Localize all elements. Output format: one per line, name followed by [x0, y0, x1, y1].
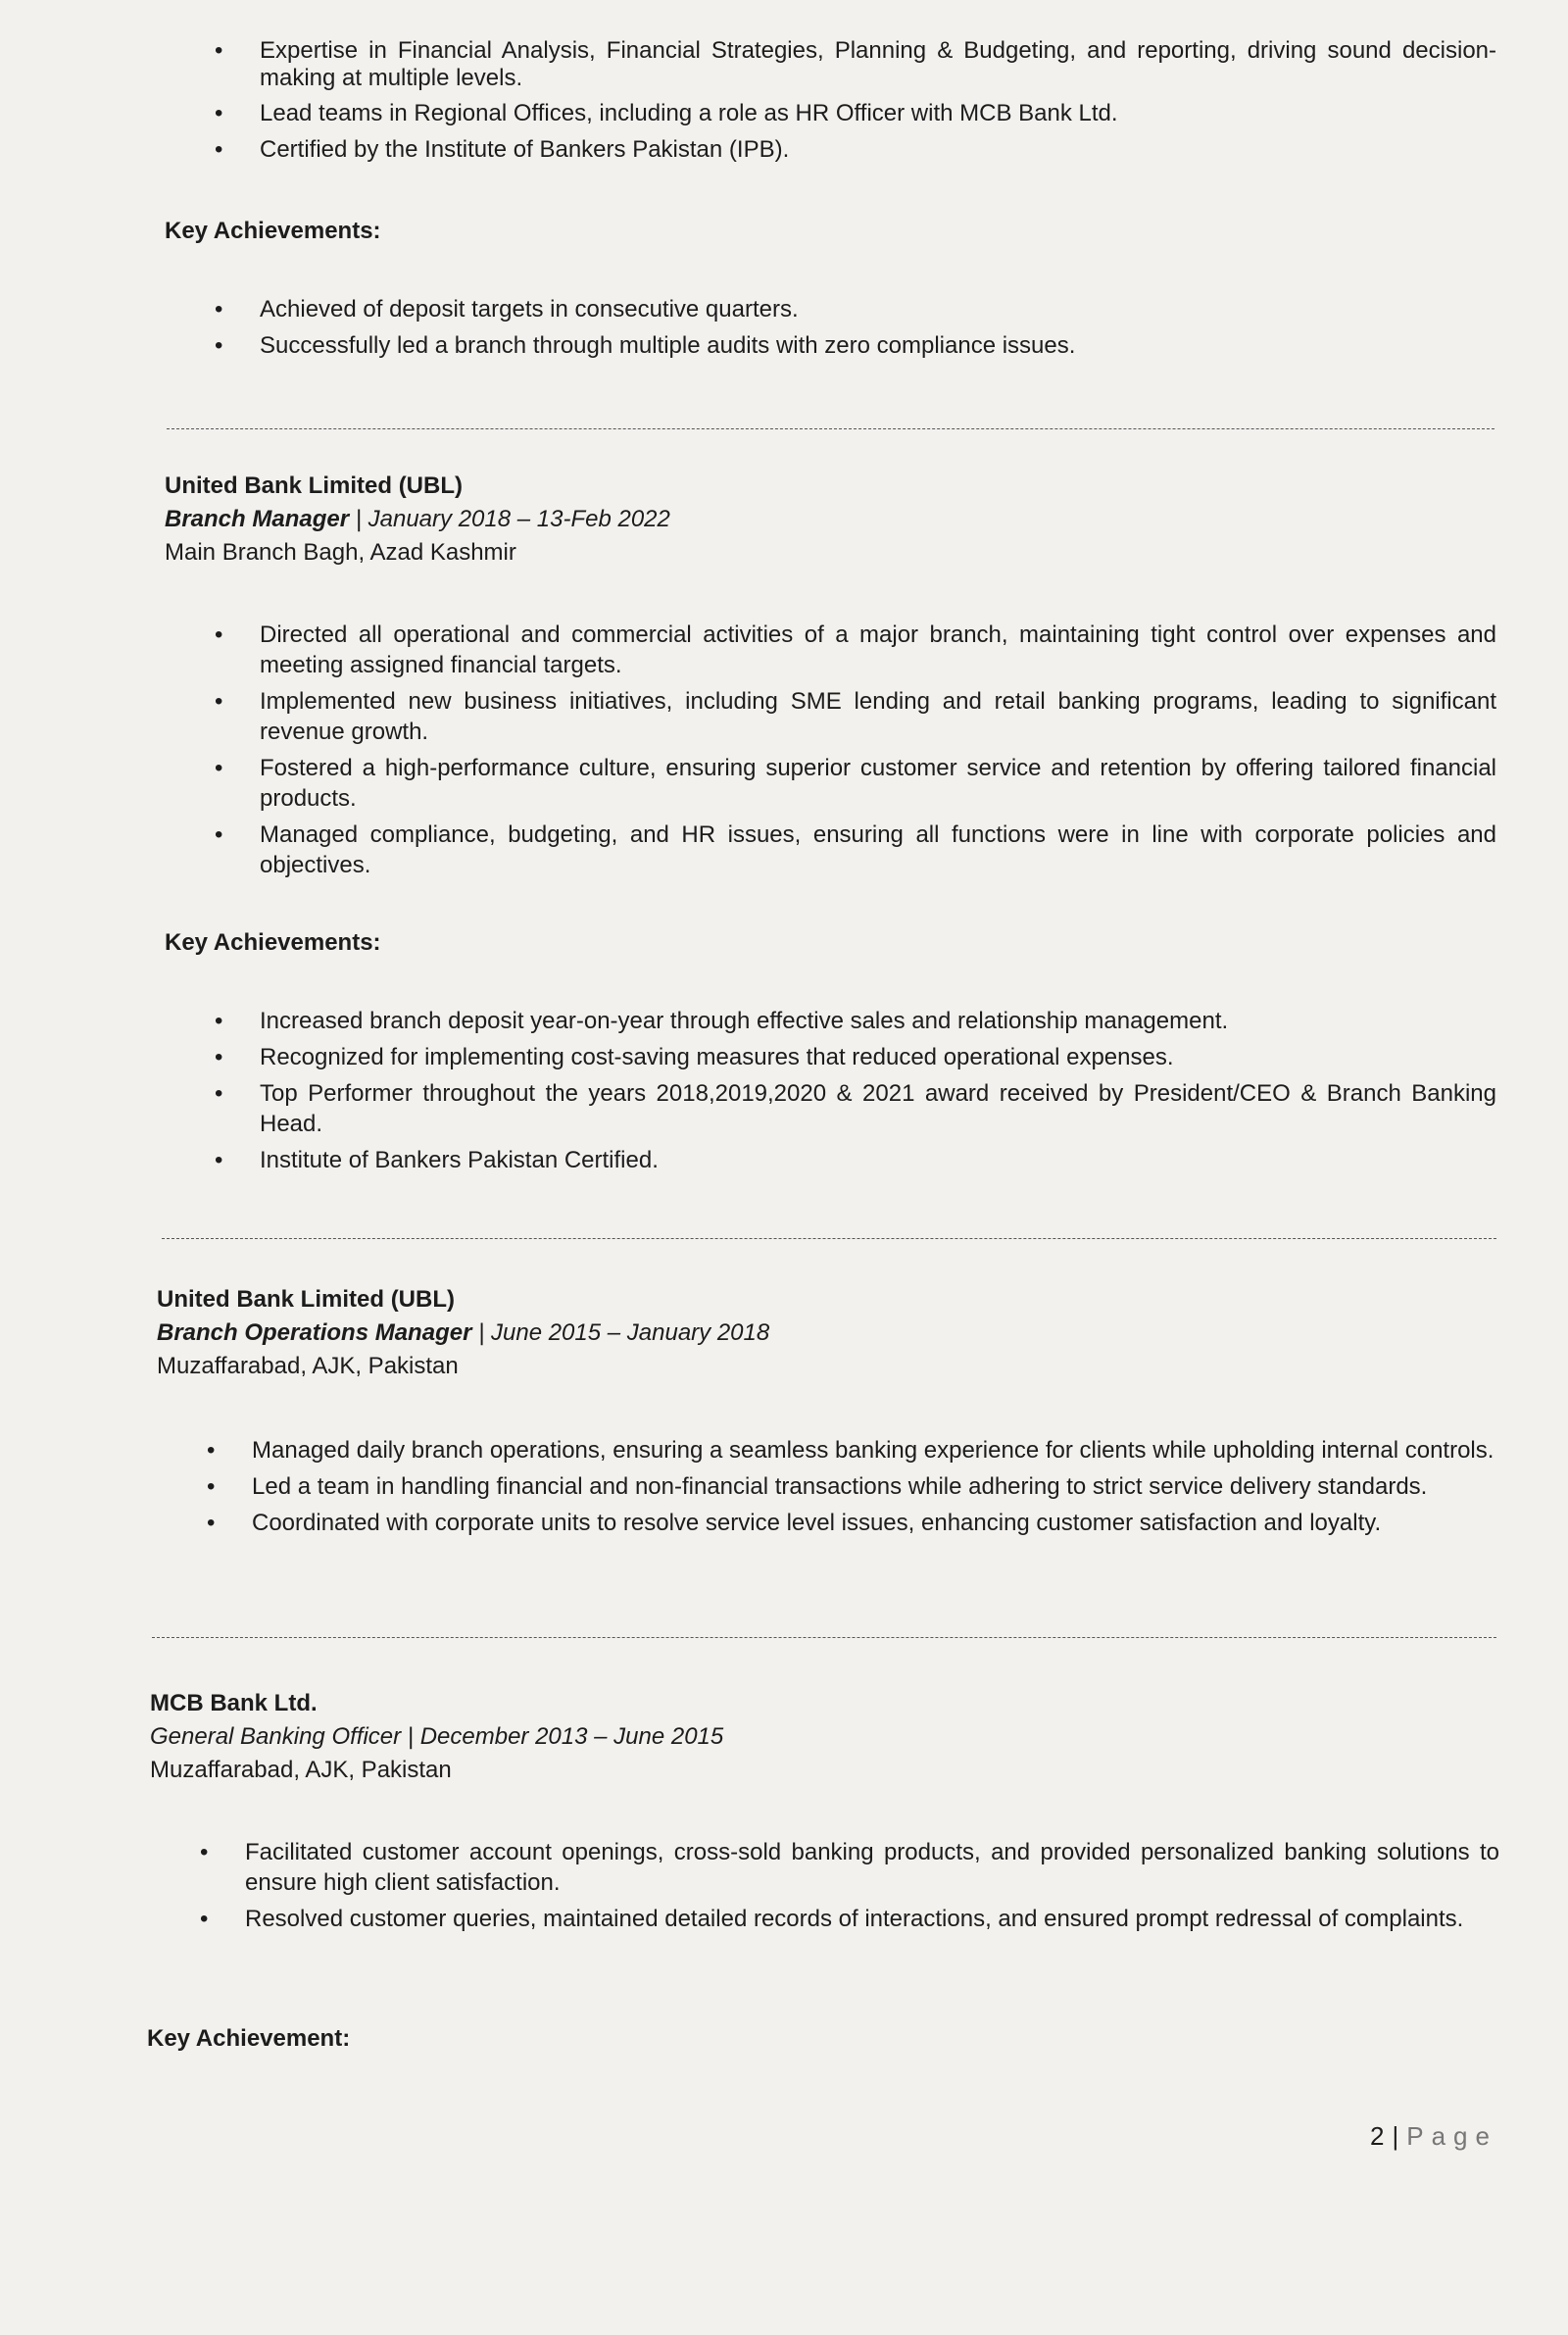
- list-item: • Led a team in handling financial and non-financial transactions while adhering to strict service delivery standards.: [252, 1471, 1498, 1502]
- top-bullets: [260, 37, 1496, 171]
- list-item: • Increased branch deposit year-on-year through effective sales and relationship management.: [260, 1006, 1496, 1036]
- job-location: Muzaffarabad, AJK, Pakistan: [150, 1757, 452, 1783]
- job-title: Branch Operations Manager: [157, 1319, 472, 1346]
- job-location: Main Branch Bagh, Azad Kashmir: [165, 539, 516, 566]
- title-separator: |: [349, 506, 368, 532]
- page-separator: |: [1392, 2121, 1399, 2151]
- job-dates: June 2015 – January 2018: [491, 1319, 770, 1346]
- page-footer: [1370, 2121, 1497, 2152]
- company-name: United Bank Limited (UBL): [165, 472, 463, 499]
- job-title: Branch Manager: [165, 506, 350, 532]
- job-title-line: [165, 506, 670, 533]
- title-separator: |: [401, 1723, 420, 1750]
- job-dates: December 2013 – June 2015: [419, 1723, 724, 1750]
- list-item: • Certified by the Institute of Bankers Pakistan (IPB).: [260, 134, 1496, 165]
- list-item: • Facilitated customer account openings, cross-sold banking products, and provided personalized banking solutions to ensure high client satisfaction.: [245, 1837, 1499, 1898]
- list-item: • Resolved customer queries, maintained detailed records of interactions, and ensured prompt redressal of complaints.: [245, 1904, 1499, 1934]
- job-header-ubl-operations-manager: [157, 1286, 769, 1380]
- section-divider: [152, 1637, 1496, 1638]
- job-3-bullets: [245, 1837, 1499, 1940]
- list-item: • Managed compliance, budgeting, and HR issues, ensuring all functions were in line with corporate policies and objectives.: [260, 820, 1496, 880]
- section-divider: [167, 428, 1494, 429]
- page-number: 2: [1370, 2121, 1385, 2151]
- job-header-mcb-general-banking: [150, 1690, 723, 1784]
- list-item: • Top Performer throughout the years 2018,2019,2020 & 2021 award received by President/CEO & Branch Banking Head.: [260, 1078, 1496, 1139]
- job-location: Muzaffarabad, AJK, Pakistan: [157, 1353, 459, 1379]
- list-item: • Lead teams in Regional Offices, including a role as HR Officer with MCB Bank Ltd.: [260, 98, 1496, 128]
- company-name: United Bank Limited (UBL): [157, 1286, 455, 1313]
- job-title-line: [157, 1319, 769, 1347]
- job-title-line: [150, 1723, 723, 1751]
- list-item: • Achieved of deposit targets in consecutive quarters.: [260, 294, 1496, 324]
- key-achievements-heading: Key Achievements:: [165, 218, 381, 244]
- job-dates: January 2018 – 13-Feb 2022: [368, 506, 670, 532]
- list-item: • Managed daily branch operations, ensuring a seamless banking experience for clients while upholding internal controls.: [252, 1435, 1498, 1466]
- list-item: • Fostered a high-performance culture, ensuring superior customer service and retention by offering tailored financial products.: [260, 753, 1496, 814]
- page-label: Page: [1406, 2121, 1497, 2151]
- top-achievements: [260, 294, 1496, 367]
- job-1-bullets: [260, 620, 1496, 886]
- list-item: • Successfully led a branch through multiple audits with zero compliance issues.: [260, 330, 1496, 361]
- company-name: MCB Bank Ltd.: [150, 1690, 318, 1716]
- job-title: General Banking Officer: [150, 1723, 402, 1750]
- key-achievement-heading: Key Achievement:: [147, 2025, 351, 2052]
- job-header-ubl-branch-manager: [165, 472, 670, 567]
- list-item: • Directed all operational and commercial activities of a major branch, maintaining tight control over expenses and meeting assigned financial targets.: [260, 620, 1496, 680]
- list-item: • Recognized for implementing cost-saving measures that reduced operational expenses.: [260, 1042, 1496, 1072]
- list-item: • Coordinated with corporate units to resolve service level issues, enhancing customer satisfaction and loyalty.: [252, 1508, 1498, 1538]
- title-separator: |: [471, 1319, 491, 1346]
- list-item: • Expertise in Financial Analysis, Financial Strategies, Planning & Budgeting, and reporting, driving sound decision-making at multiple levels.: [260, 37, 1496, 92]
- job-2-bullets: [252, 1435, 1498, 1544]
- list-item: • Institute of Bankers Pakistan Certified.: [260, 1145, 1496, 1175]
- list-item: • Implemented new business initiatives, including SME lending and retail banking programs, leading to significant revenue growth.: [260, 686, 1496, 747]
- job-1-achievements: [260, 1006, 1496, 1181]
- section-divider: [162, 1238, 1496, 1239]
- key-achievements-heading: Key Achievements:: [165, 929, 381, 956]
